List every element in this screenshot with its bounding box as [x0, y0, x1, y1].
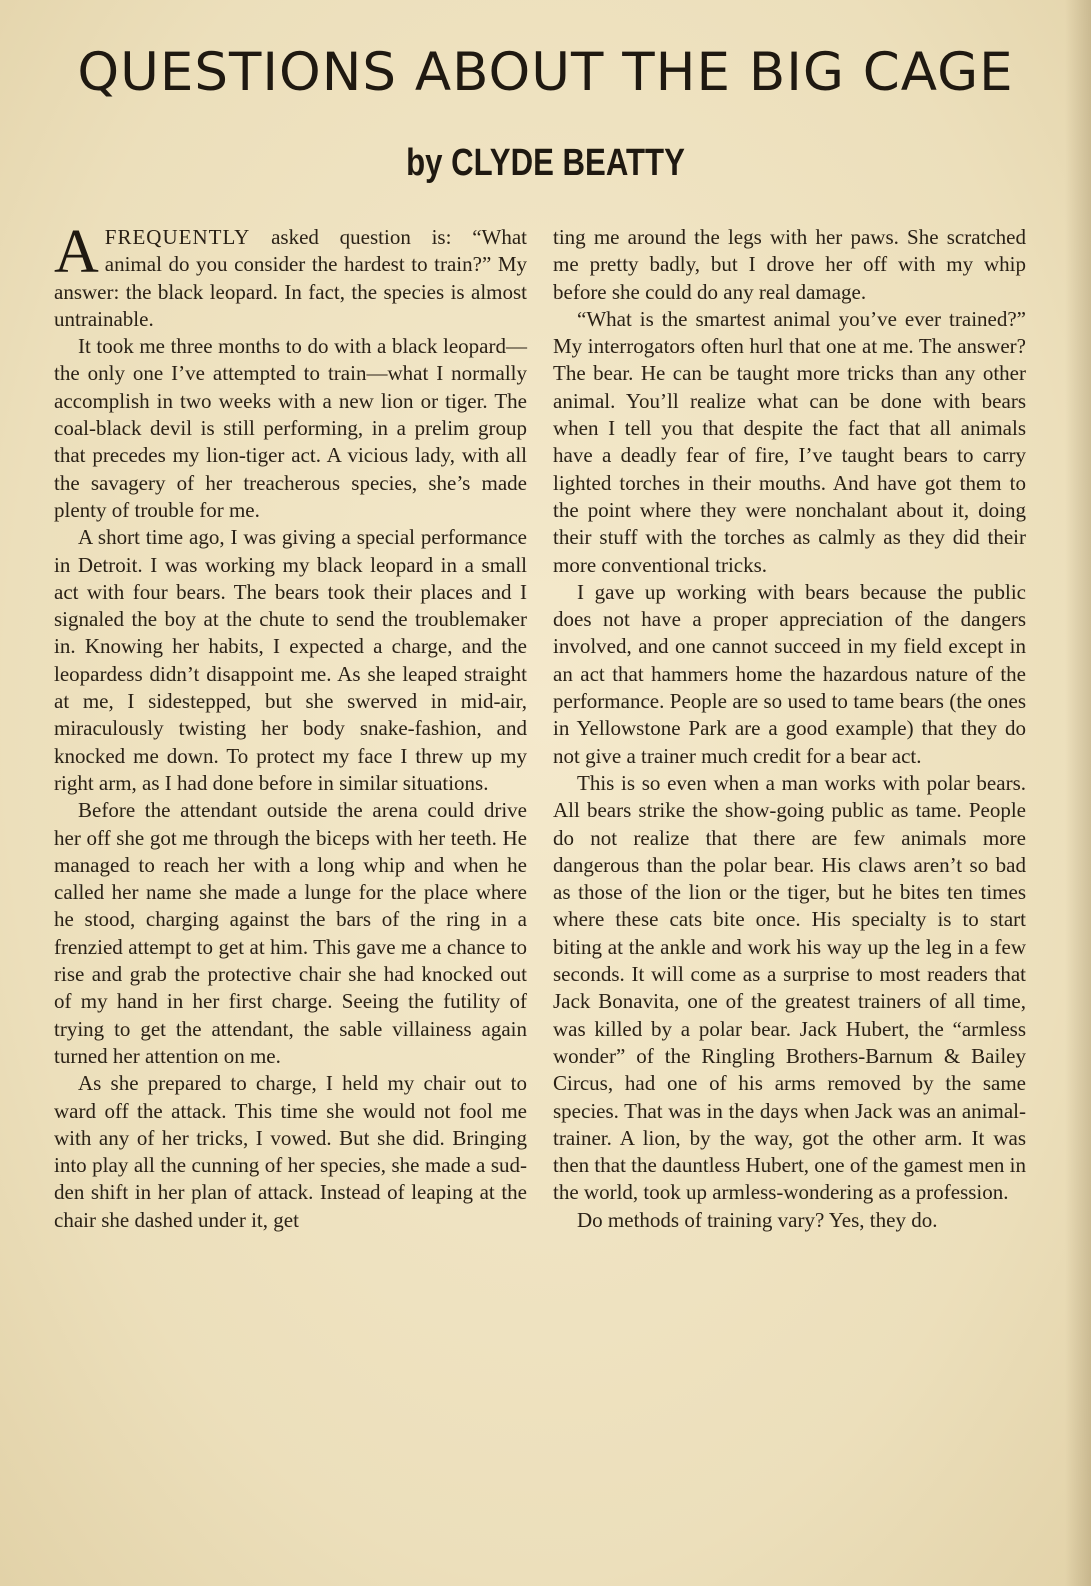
paragraph-4: Before the attendant outside the arena could drive her off she got me through the biceps with her teeth. He managed to reach her with a long whip and when he called her name she made a lunge for the place where he stood, charging against the bars of the ring in a frenzied attempt to get at him. This gave me a chance to rise and grab the protective chair she had knocked out of my hand in her first charge. Seeing the futility of trying to get the attendant, the sable villainess again turned her attention on me. — [54, 798, 527, 1068]
paragraph-10: Do methods of training vary? Yes, they do. — [577, 1207, 938, 1232]
paragraph-8: I gave up working with bears because the public does not have a proper appreciation of the dangers involved, and one cannot succeed in my field except in an act that hammers home the hazardous nature of the performance. People are so used to tame bears (the ones in Yellowstone Park are a good example) that they do not give a trainer much credit for a bear act. — [553, 579, 1026, 768]
right-column — [553, 224, 1026, 1234]
paragraph-1 — [54, 218, 527, 333]
paragraph-2: It took me three months to do with a black leopard—the only one I’ve attempted to train—what I normally accomplish in two weeks with a new lion or tiger. The coal-black devil is still performing, in a prelim group that precedes my lion-tiger act. A vicious lady, with all the savagery of her treacherous species, she’s made plenty of trouble for me. — [54, 334, 527, 522]
article-byline: by CLYDE BEATTY — [406, 142, 685, 184]
article-title: QUESTIONS ABOUT THE BIG CAGE — [77, 42, 1014, 103]
lead-caps: FREQUENTLY — [104, 225, 251, 249]
paragraph-3: A short time ago, I was giving a special performance in Detroit. I was working my black leopard in a small act with four bears. The bears took their places and I signaled the boy at the chute to send the troublemaker in. Knowing her habits, I expected a charge, and the leopardess didn’t disappoint me. As she leaped straight at me, I sidestepped, but she swerved in mid-air, miraculously twisting her body snake-fashion, and knocked me down. To protect my face I threw up my right arm, as I had done before in similar situations. — [54, 525, 527, 795]
paragraph-7: “What is the smartest animal you’ve ever trained?” My interrogators often hurl that one at me. The answer? The bear. He can be taught more tricks than any other animal. You’ll realize what can be done with bears when I tell you that despite the fact that all animals have a deadly fear of fire, I’ve taught bears to carry lighted torches in their mouths. And have got them to the point where they were nonchalant about it, doing their stuff with the torches as calmly as they did their more conventional tricks. — [553, 306, 1026, 577]
paragraph-9: This is so even when a man works with polar bears. All bears strike the show-going public as tame. People do not realize that there are few animals more dangerous than the polar bear. His claws aren’t so bad as those of the lion or the tiger, but he bites ten times where these cats bite once. His specialty is to start biting at the ankle and work his way up the leg in a few seconds. It will come as a surprise to most readers that Jack Bonavita, one of the greatest trainers of all time, was killed by a polar bear. Jack Hubert, the “armless wonder” of the Ringling Brothers-Barnum & Bailey Circus, had one of his arms removed by the same species. That was in the days when Jack was an animal-trainer. A lion, by the way, got the other arm. It was then that the dauntless Hubert, one of the gamest men in the world, took up armless-wondering as a profession. — [553, 770, 1026, 1205]
paragraph-1-text: asked question is: “What animal do you consider the hardest to train?” My answer: the black leopard. In fact, the species is almost untrainable. — [54, 225, 527, 331]
paragraph-6: ting me around the legs with her paws. She scratched me pretty badly, but I drove her off with my whip before she could do any real damage. — [553, 225, 1026, 304]
paragraph-5: As she prepared to charge, I held my chair out to ward off the attack. This time she would not fool me with any of her tricks, I vowed. But she did. Bringing into play all the cunning of her species, she made a sudden shift in her plan of attack. Instead of leaping at the chair she dashed under it, get — [54, 1071, 527, 1232]
left-column — [54, 218, 527, 1234]
drop-cap: A — [54, 218, 99, 286]
